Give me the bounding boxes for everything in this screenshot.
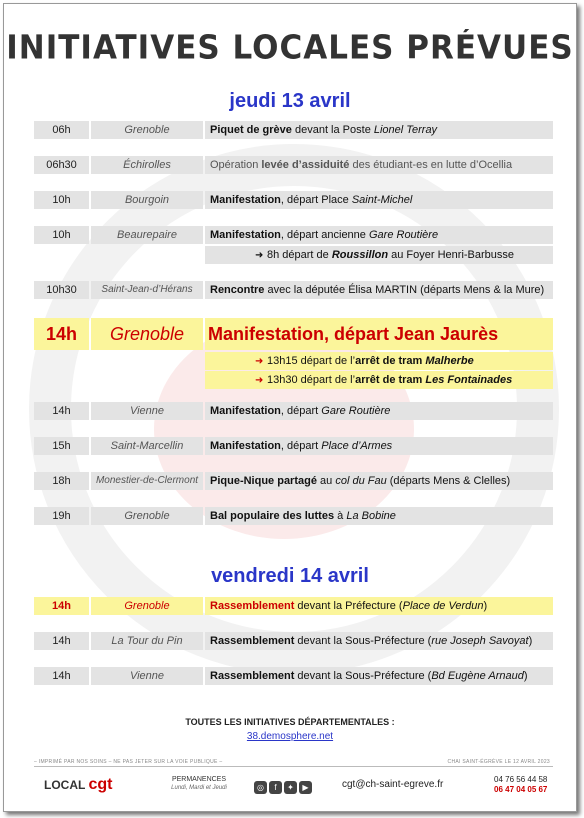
row-time: 06h [34, 121, 89, 139]
row-sub-departure: ➜ 13h15 départ de l’arrêt de tram Malherbe [205, 352, 553, 370]
row-description: Piquet de grève devant la Poste Lionel Terray [205, 121, 553, 139]
twitter-icon[interactable]: ✦ [284, 781, 297, 794]
demosphere-link[interactable]: 38.demosphere.net [246, 731, 334, 742]
row-place: Beaurepaire [91, 226, 203, 244]
day-heading-vendredi: vendredi 14 avril [211, 565, 369, 587]
arrow-icon: ➜ [255, 375, 264, 386]
contact-phones: 04 76 56 44 58 06 47 04 05 67 [494, 775, 548, 794]
print-note: – IMPRIMÉ PAR NOS SOINS – NE PAS JETER SUR LA VOIE PUBLIQUE – [34, 759, 223, 765]
row-description: Manifestation, départ Place Saint-Michel [205, 191, 553, 209]
row-place: Vienne [91, 402, 203, 420]
facebook-icon[interactable]: f [269, 781, 282, 794]
row-place: Grenoble [91, 597, 203, 615]
row-place: Saint-Jean-d’Hérans [91, 281, 203, 299]
row-sub-departure: ➜ 13h30 départ de l’arrêt de tram Les Fontainades [205, 371, 553, 389]
poster-page [3, 3, 577, 812]
row-sub-departure: ➜ 8h départ de Roussillon au Foyer Henri-Barbusse [205, 246, 553, 264]
row-time: 14h [34, 667, 89, 685]
arrow-icon: ➜ [255, 250, 264, 261]
row-description: Manifestation, départ Place d’Armes [205, 437, 553, 455]
row-time: 14h [34, 402, 89, 420]
contact-email[interactable]: cgt@ch-saint-egreve.fr [342, 779, 444, 790]
row-description: Rassemblement devant la Sous-Préfecture (Bd Eugène Arnaud) [205, 667, 553, 685]
row-description: Manifestation, départ Jean Jaurès [205, 318, 553, 350]
row-place: Grenoble [91, 318, 203, 350]
row-description: Opération levée d’assiduité des étudiant-es en lutte d’Ocellia [205, 156, 553, 174]
row-time: 14h [34, 597, 89, 615]
row-time: 15h [34, 437, 89, 455]
footer-heading: TOUTES LES INITIATIVES DÉPARTEMENTALES : [185, 717, 395, 727]
row-place: Vienne [91, 667, 203, 685]
row-time: 14h [34, 318, 89, 350]
row-description: Manifestation, départ Gare Routière [205, 402, 553, 420]
row-time: 10h30 [34, 281, 89, 299]
row-place: Bourgoin [91, 191, 203, 209]
row-place: Grenoble [91, 507, 203, 525]
row-description: Rencontre avec la députée Élisa MARTIN (départs Mens & la Mure) [205, 281, 553, 299]
row-time: 14h [34, 632, 89, 650]
row-description: Rassemblement devant la Sous-Préfecture (rue Joseph Savoyat) [205, 632, 553, 650]
row-place: Échirolles [91, 156, 203, 174]
permanences: PERMANENCES Lundi, Mardi et Jeudi [171, 776, 227, 791]
social-icons [254, 777, 314, 795]
footer-divider [34, 766, 553, 767]
page-title: INITIATIVES LOCALES PRÉVUES [6, 29, 574, 67]
date-note: CHAI SAINT-ÉGRÈVE LE 12 AVRIL 2023 [447, 759, 550, 765]
row-time: 10h [34, 191, 89, 209]
row-description: Bal populaire des luttes à La Bobine [205, 507, 553, 525]
row-place: Saint-Marcellin [91, 437, 203, 455]
row-place: Monestier-de-Clermont [91, 472, 203, 490]
instagram-icon[interactable]: ◎ [254, 781, 267, 794]
arrow-icon: ➜ [255, 356, 264, 367]
row-time: 10h [34, 226, 89, 244]
row-time: 19h [34, 507, 89, 525]
youtube-icon[interactable]: ▶ [299, 781, 312, 794]
row-place: Grenoble [91, 121, 203, 139]
day-heading-jeudi: jeudi 13 avril [229, 90, 351, 112]
row-place: La Tour du Pin [91, 632, 203, 650]
row-time: 06h30 [34, 156, 89, 174]
row-description: Rassemblement devant la Préfecture (Place de Verdun) [205, 597, 553, 615]
row-time: 18h [34, 472, 89, 490]
cgt-logo: LOCAL cgt [44, 776, 113, 793]
row-description: Manifestation, départ ancienne Gare Routière [205, 226, 553, 244]
row-description: Pique-Nique partagé au col du Fau (départs Mens & Clelles) [205, 472, 553, 490]
